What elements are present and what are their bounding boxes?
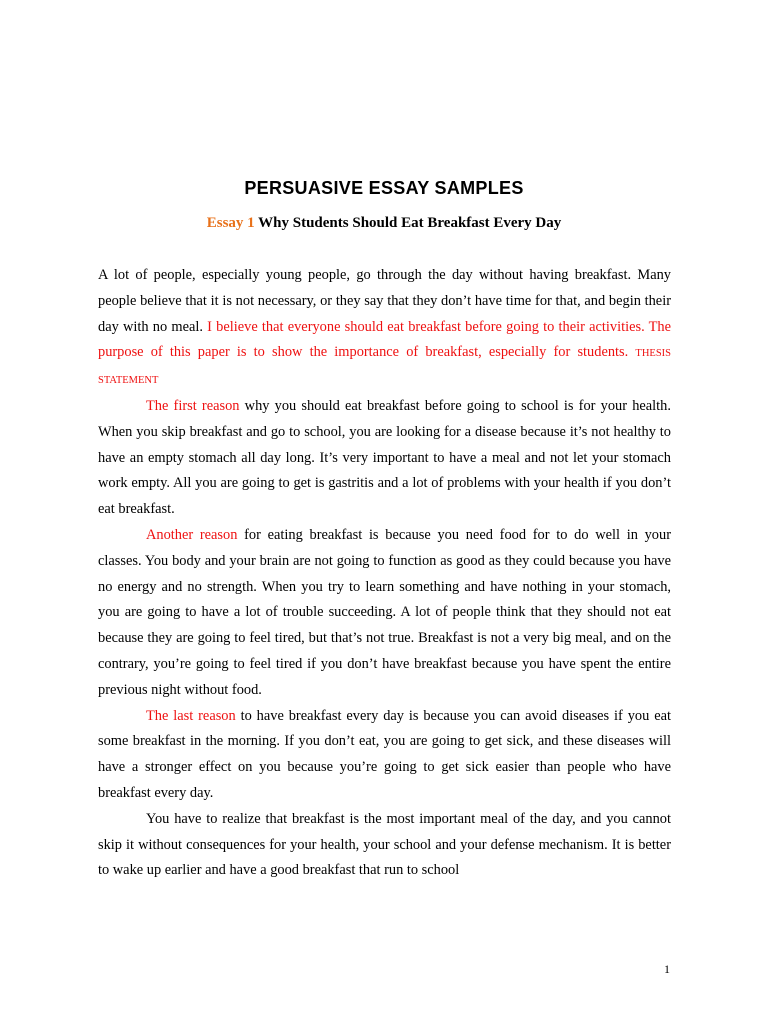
last-reason-paragraph: [98, 704, 671, 807]
essay-number-label: Essay 1: [206, 215, 255, 231]
second-reason-text: for eating breakfast is because you need food for to do well in your classes. You body and your brain are not going to function as good as they could because you have no energy and no strength. When you try to learn something and have nothing in your stomach, you are going to have a lot of trouble succeeding. A lot of people think that they should not eat because they are going to feel tired, but that’s not true. Breakfast is not a very big meal, and on the contrary, you’re going to feel tired if you don’t have breakfast because you have spent the entire previous night without food.: [98, 526, 671, 698]
first-reason-lead: The first reason: [146, 397, 240, 414]
thesis-tag: THESIS STATEMENT: [98, 348, 671, 387]
intro-text: A lot of people, especially young people, go through the day without having breakfast. Many people believe that it is not necessary, or they say that they don’t have time for that, and begin their day with no meal.: [98, 267, 671, 335]
second-reason-lead: Another reason: [146, 526, 238, 543]
first-reason-paragraph: [98, 394, 671, 523]
second-reason-paragraph: [98, 523, 671, 704]
essay-body: [98, 263, 671, 884]
page-title: PERSUASIVE ESSAY SAMPLES: [244, 178, 524, 198]
last-reason-text: to have breakfast every day is because you can avoid diseases if you eat some breakfast in the morning. If you don’t eat, you are going to get sick, and these diseases will have a stronger effect on you because you’re going to get sick easier than people who have breakfast every day.: [98, 707, 671, 801]
essay-title: Why Students Should Eat Breakfast Every Day: [258, 215, 562, 231]
page-number: 1: [664, 962, 670, 976]
essay-subtitle: [0, 215, 768, 232]
conclusion-paragraph: [98, 807, 671, 884]
last-reason-lead: The last reason: [146, 707, 236, 724]
intro-paragraph: [98, 263, 671, 394]
thesis-sentence: I believe that everyone should eat breakfast before going to their activities. The purpose of this paper is to show the importance of breakfast, especially for students.: [98, 318, 671, 361]
first-reason-text: why you should eat breakfast before going to school is for your health. When you skip breakfast and go to school, you are looking for a disease because it’s not healthy to have an empty stomach all day long. It’s very important to have a meal and not let your stomach work empty. All you are going to get is gastritis and a lot of problems with your health if you don’t eat breakfast.: [98, 397, 671, 518]
conclusion-text: You have to realize that breakfast is the most important meal of the day, and you cannot skip it without consequences for your health, your school and your defense mechanism. It is better to wake up earlier and have a good breakfast that run to school: [98, 810, 671, 879]
